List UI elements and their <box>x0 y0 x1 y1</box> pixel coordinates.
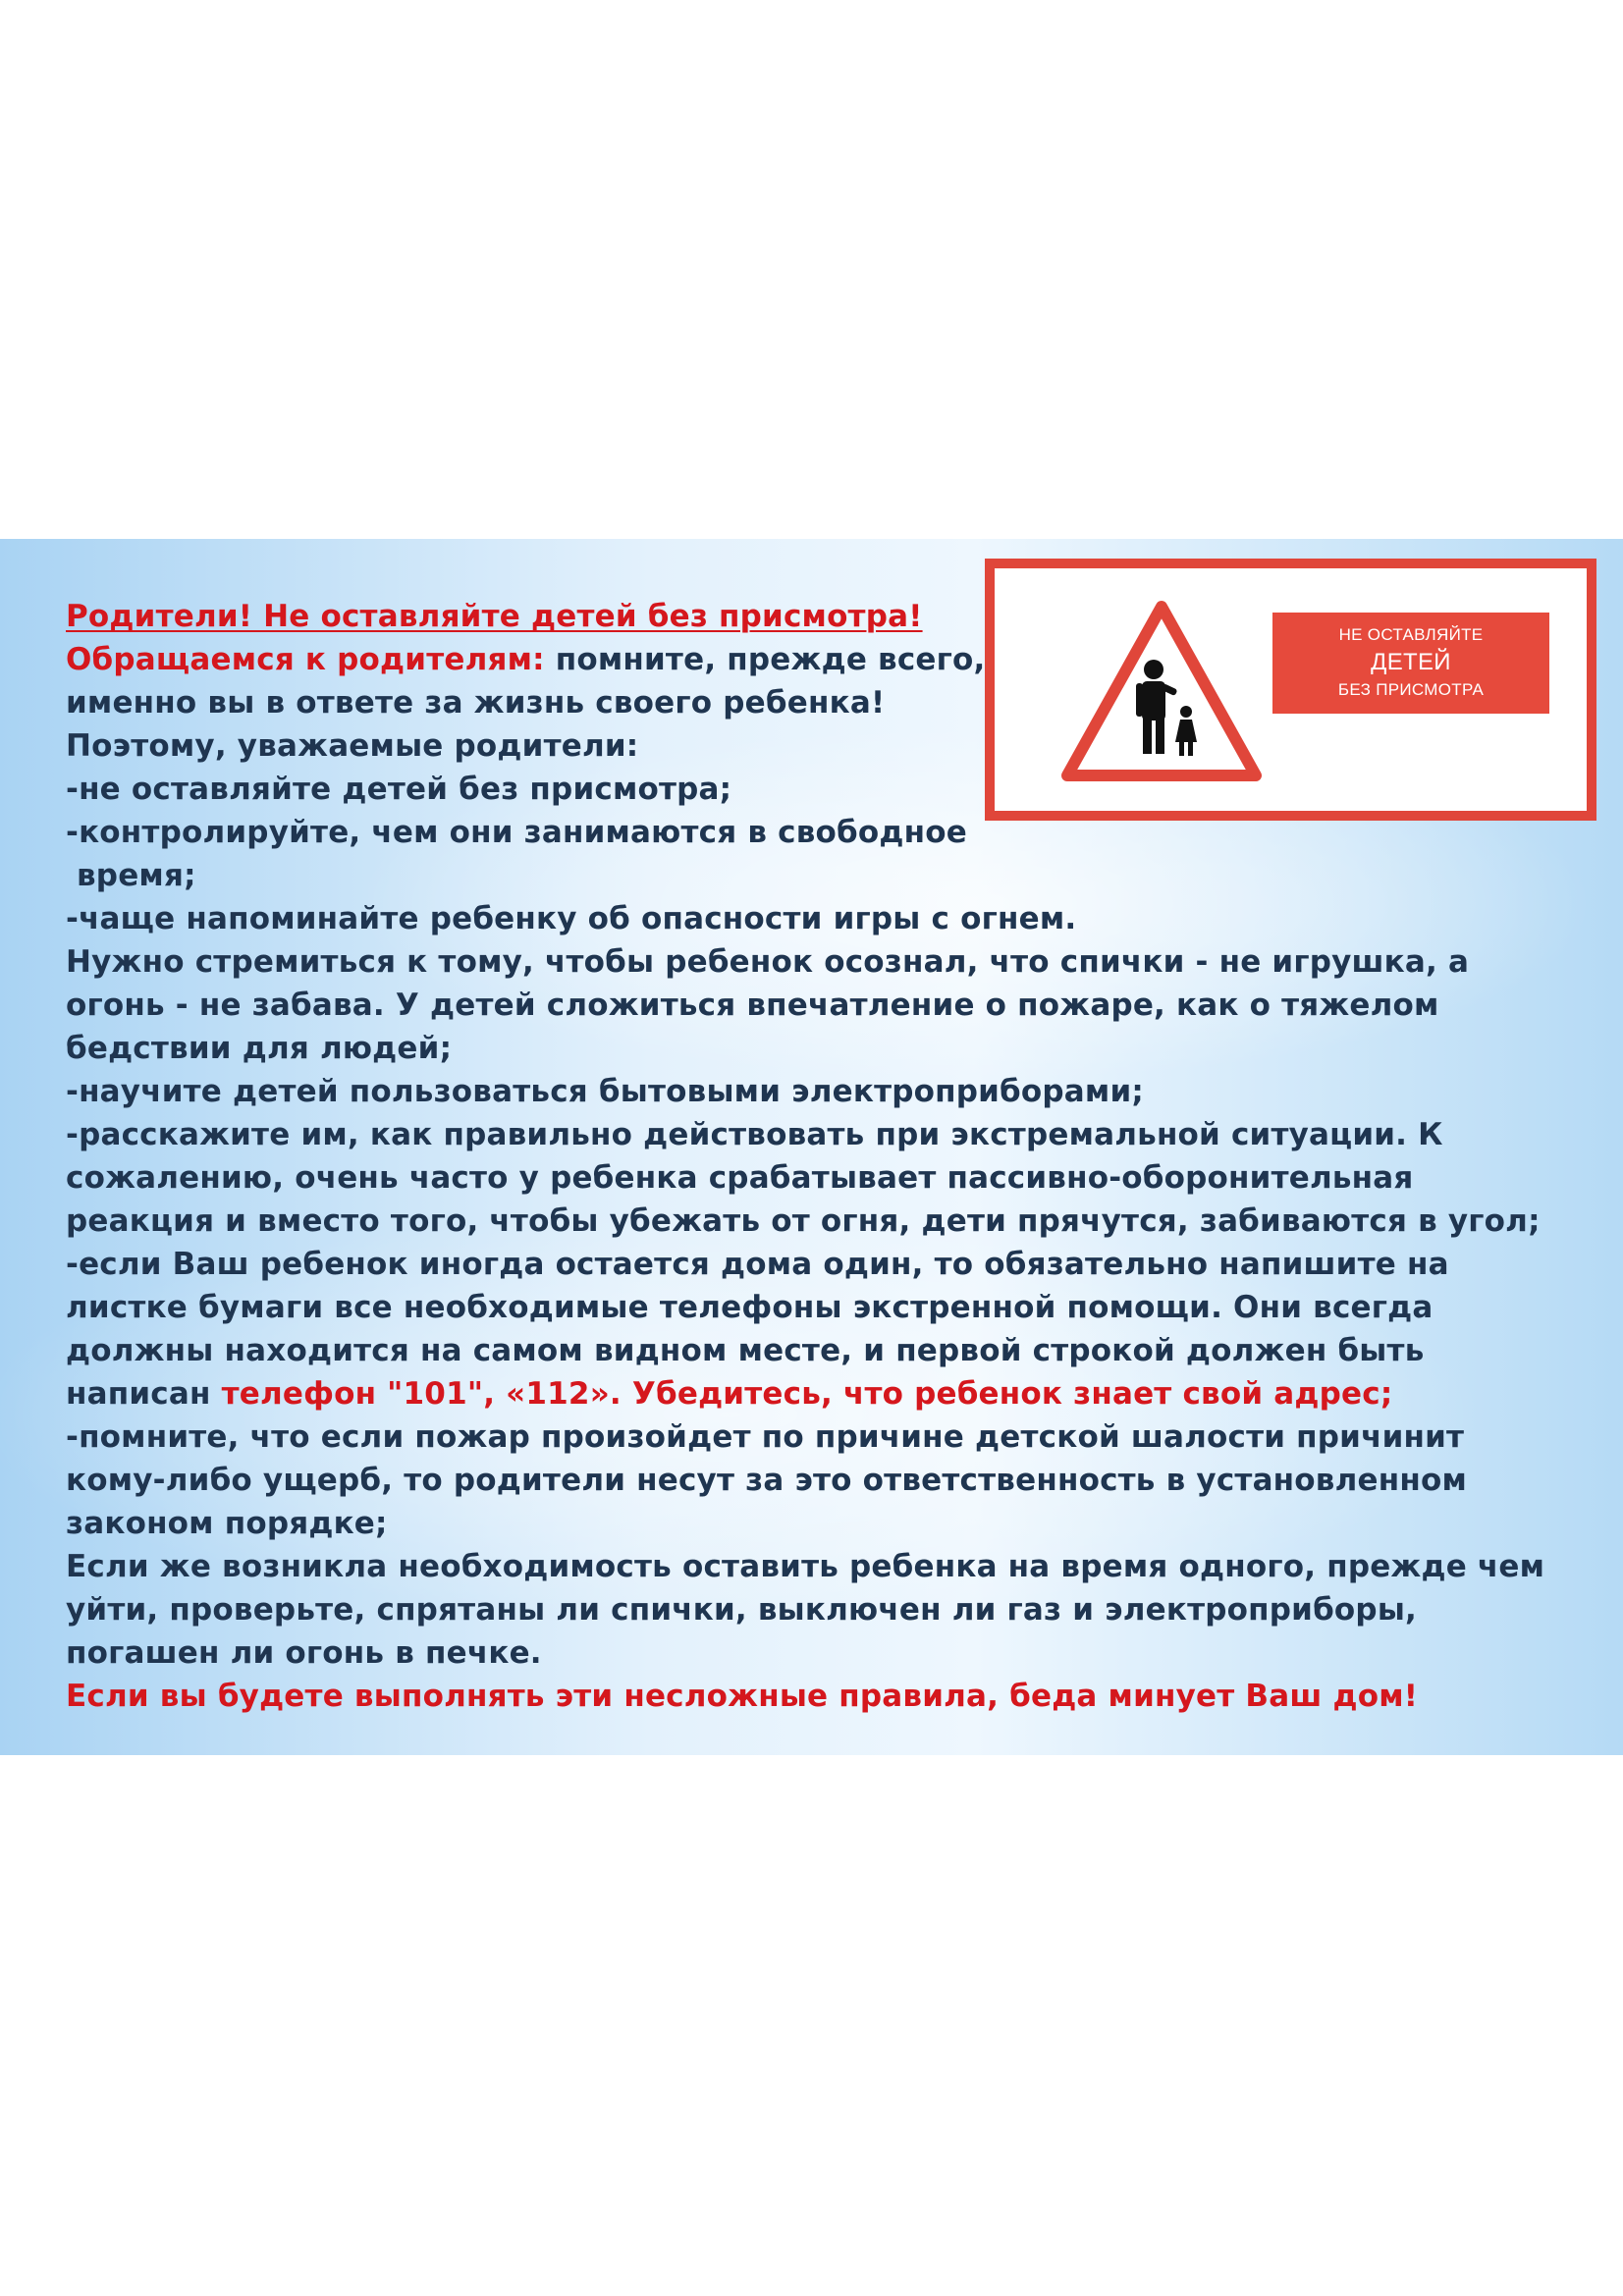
sign-label-line-3: БЕЗ ПРИСМОТРА <box>1337 679 1485 699</box>
poster-text <box>66 595 1597 1718</box>
closing-line: Если вы будете выполнять эти несложные правила, беда минует Ваш дом! <box>66 1679 1419 1714</box>
text-line-5: -не оставляйте детей без присмотра; <box>66 772 732 807</box>
text-line-18: должны находится на самом видном месте, и первой строкой должен быть <box>66 1333 1425 1368</box>
heading: Родители! Не оставляйте детей без присмотра! <box>66 599 923 634</box>
appeal-red: Обращаемся к родителям: <box>66 642 545 677</box>
text-line-25: погашен ли огонь в печке. <box>66 1635 542 1671</box>
text-line-3: именно вы в ответе за жизнь своего ребенка! <box>66 685 886 721</box>
text-line-2 <box>66 638 1597 681</box>
safety-poster <box>0 539 1623 1755</box>
text-line-11: бедствии для людей; <box>66 1031 453 1066</box>
appeal-rest: помните, прежде всего, <box>544 642 986 677</box>
emergency-phones: телефон "101", «112». Убедитесь, что ребенок знает свой адрес; <box>221 1376 1393 1412</box>
text-line-19 <box>66 1372 1597 1415</box>
text-line-8: -чаще напоминайте ребенку об опасности игры с огнем. <box>66 901 1077 936</box>
text-line-6: -контролируйте, чем они занимаются в свободное <box>66 815 967 850</box>
text-line-9: Нужно стремиться к тому, чтобы ребенок осознал, что спички - не игрушка, а <box>66 944 1470 980</box>
text-line-12: -научите детей пользоваться бытовыми электроприборами; <box>66 1074 1144 1109</box>
text-line-16: -если Ваш ребенок иногда остается дома один, то обязательно напишите на <box>66 1247 1449 1282</box>
sign-label-line-2: ДЕТЕЙ <box>1371 649 1451 676</box>
text-line-14: сожалению, очень часто у ребенка срабатывает пассивно-оборонительная <box>66 1160 1414 1196</box>
text-line-17: листке бумаги все необходимые телефоны экстренной помощи. Они всегда <box>66 1290 1434 1325</box>
text-line-7: время; <box>66 858 196 893</box>
text-line-22: законом порядке; <box>66 1506 388 1541</box>
text-line-24: уйти, проверьте, спрятаны ли спички, выключен ли газ и электроприборы, <box>66 1592 1418 1628</box>
text-line-20: -помните, что если пожар произойдет по причине детской шалости причинит <box>66 1419 1465 1455</box>
text-line-23: Если же возникла необходимость оставить ребенка на время одного, прежде чем <box>66 1549 1545 1584</box>
text-line-21: кому-либо ущерб, то родители несут за это ответственность в установленном <box>66 1463 1468 1498</box>
text-line-15: реакция и вместо того, чтобы убежать от огня, дети прячутся, забиваются в угол; <box>66 1203 1541 1239</box>
phone-line-start: написан <box>66 1376 222 1412</box>
text-line-13: -расскажите им, как правильно действовать при экстремальной ситуации. К <box>66 1117 1443 1152</box>
text-line-10: огонь - не забава. У детей сложиться впечатление о пожаре, как о тяжелом <box>66 988 1439 1023</box>
text-line-4: Поэтому, уважаемые родители: <box>66 728 639 764</box>
sign-label-line-1: НЕ ОСТАВЛЯЙТЕ <box>1338 625 1484 645</box>
